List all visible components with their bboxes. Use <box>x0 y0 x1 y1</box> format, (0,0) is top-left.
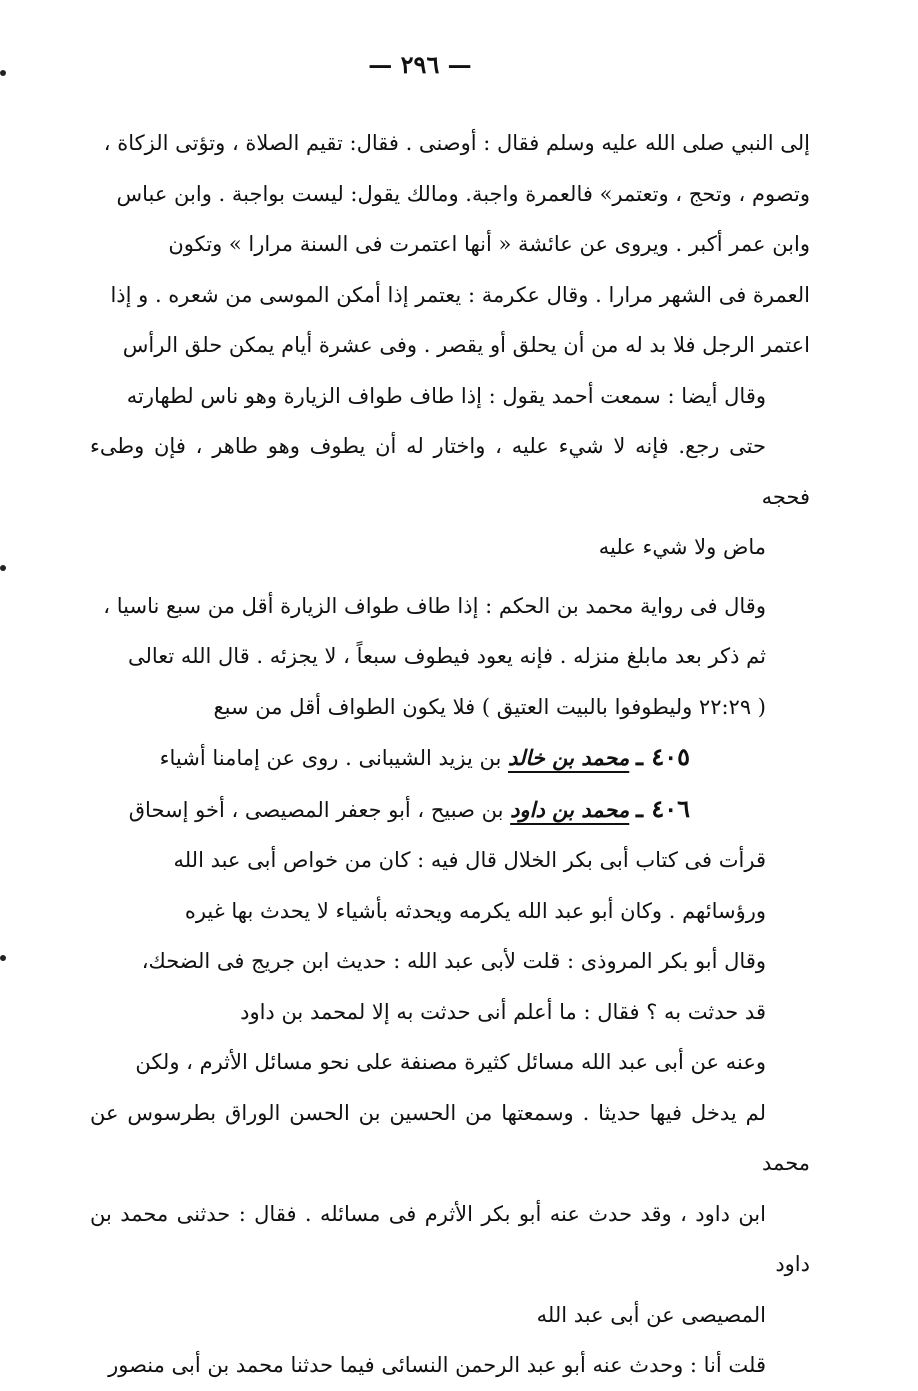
paragraph-masail <box>90 1037 810 1340</box>
paragraph-khallal <box>90 835 810 936</box>
entry-name: محمد بن داود <box>510 796 630 822</box>
text-line: وتصوم ، وتحج ، وتعتمر» فالعمرة واجبة. ومالك يقول: ليست بواجبة . وابن عباس <box>116 181 810 206</box>
text-line: وقال أيضا : سمعت أحمد يقول : إذا طاف طواف الزيارة وهو ناس لطهارته <box>126 383 766 408</box>
text-line: اعتمر الرجل فلا بد له من أن يحلق أو يقصر . وفى عشرة أيام يمكن حلق الرأس <box>122 333 810 357</box>
text-line: قرأت فى كتاب أبى بكر الخلال قال فيه : كان من خواص أبى عبد الله <box>173 848 766 872</box>
entry-description: بن صبيح ، أبو جعفر المصيصى ، أخو إسحاق <box>128 797 504 822</box>
text-line: المصيصى عن أبى عبد الله <box>536 1302 766 1327</box>
text-line: إلى النبي صلى الله عليه وسلم فقال : أوصنى . فقال: تقيم الصلاة ، وتؤتى الزكاة ، <box>103 131 810 155</box>
biography-entry-405 <box>90 732 810 784</box>
biography-entry-406 <box>90 784 810 836</box>
text-line: ورؤسائهم . وكان أبو عبد الله يكرمه ويحدثه بأشياء لا يحدث بها غيره <box>184 898 766 923</box>
entry-description: بن يزيد الشيبانى . روى عن إمامنا أشياء <box>159 746 502 770</box>
entry-name: محمد بن خالد <box>508 745 630 770</box>
paragraph-marwazi <box>90 936 810 1037</box>
paragraph-umrah <box>90 118 810 371</box>
text-line: ابن داود ، وقد حدث عنه أبو بكر الأثرم فى مسائله . فقال : حدثنى محمد بن داود <box>90 1201 810 1276</box>
paragraph-nasai <box>90 1340 810 1391</box>
scan-mark <box>0 70 6 76</box>
paragraph-tawaf-ziyarah <box>90 371 810 573</box>
text-line: ماض ولا شيء عليه <box>598 535 766 559</box>
text-line: وعنه عن أبى عبد الله مسائل كثيرة مصنفة على نحو مسائل الأثرم ، ولكن <box>135 1050 766 1074</box>
text-line: العمرة فى الشهر مرارا . وقال عكرمة : يعتمر إذا أمكن الموسى من شعره . و إذا <box>110 282 810 307</box>
entry-number: ٤٠٥ ـ <box>635 742 690 771</box>
page-number: — ٢٩٦ — <box>368 50 472 79</box>
scan-mark <box>0 565 6 571</box>
text-line: قلت أنا : وحدث عنه أبو عبد الرحمن النسائى فيما حدثنا محمد بن أبى منصور <box>108 1353 766 1377</box>
text-line: حتى رجع. فإنه لا شيء عليه ، واختار له أن يطوف وهو طاهر ، فإن وطىء فحجه <box>90 434 810 509</box>
paragraph-muhammad-ibn-al-hakam <box>90 581 810 733</box>
text-line: وابن عمر أكبر . ويروى عن عائشة « أنها اعتمرت فى السنة مرارا » وتكون <box>168 232 810 256</box>
text-line: وقال أبو بكر المروذى : قلت لأبى عبد الله : حديث ابن جريج فى الضحك، <box>141 949 766 973</box>
text-line: ( ٢٢:٢٩ وليطوفوا بالبيت العتيق ) فلا يكون الطواف أقل من سبع <box>213 694 766 719</box>
entry-number: ٤٠٦ ـ <box>635 793 690 823</box>
text-line: وقال فى رواية محمد بن الحكم : إذا طاف طواف الزيارة أقل من سبع ناسيا ، <box>103 593 766 618</box>
page-body <box>90 118 810 1391</box>
text-line: لم يدخل فيها حديثا . وسمعتها من الحسين بن الحسن الوراق بطرسوس عن محمد <box>90 1100 810 1175</box>
text-line: ثم ذكر بعد مابلغ منزله . فإنه يعود فيطوف سبعاً ، لا يجزئه . قال الله تعالى <box>127 644 766 668</box>
text-line: قد حدثت به ؟ فقال : ما أعلم أنى حدثت به إلا لمحمد بن داود <box>240 999 766 1024</box>
scan-mark <box>0 955 6 961</box>
